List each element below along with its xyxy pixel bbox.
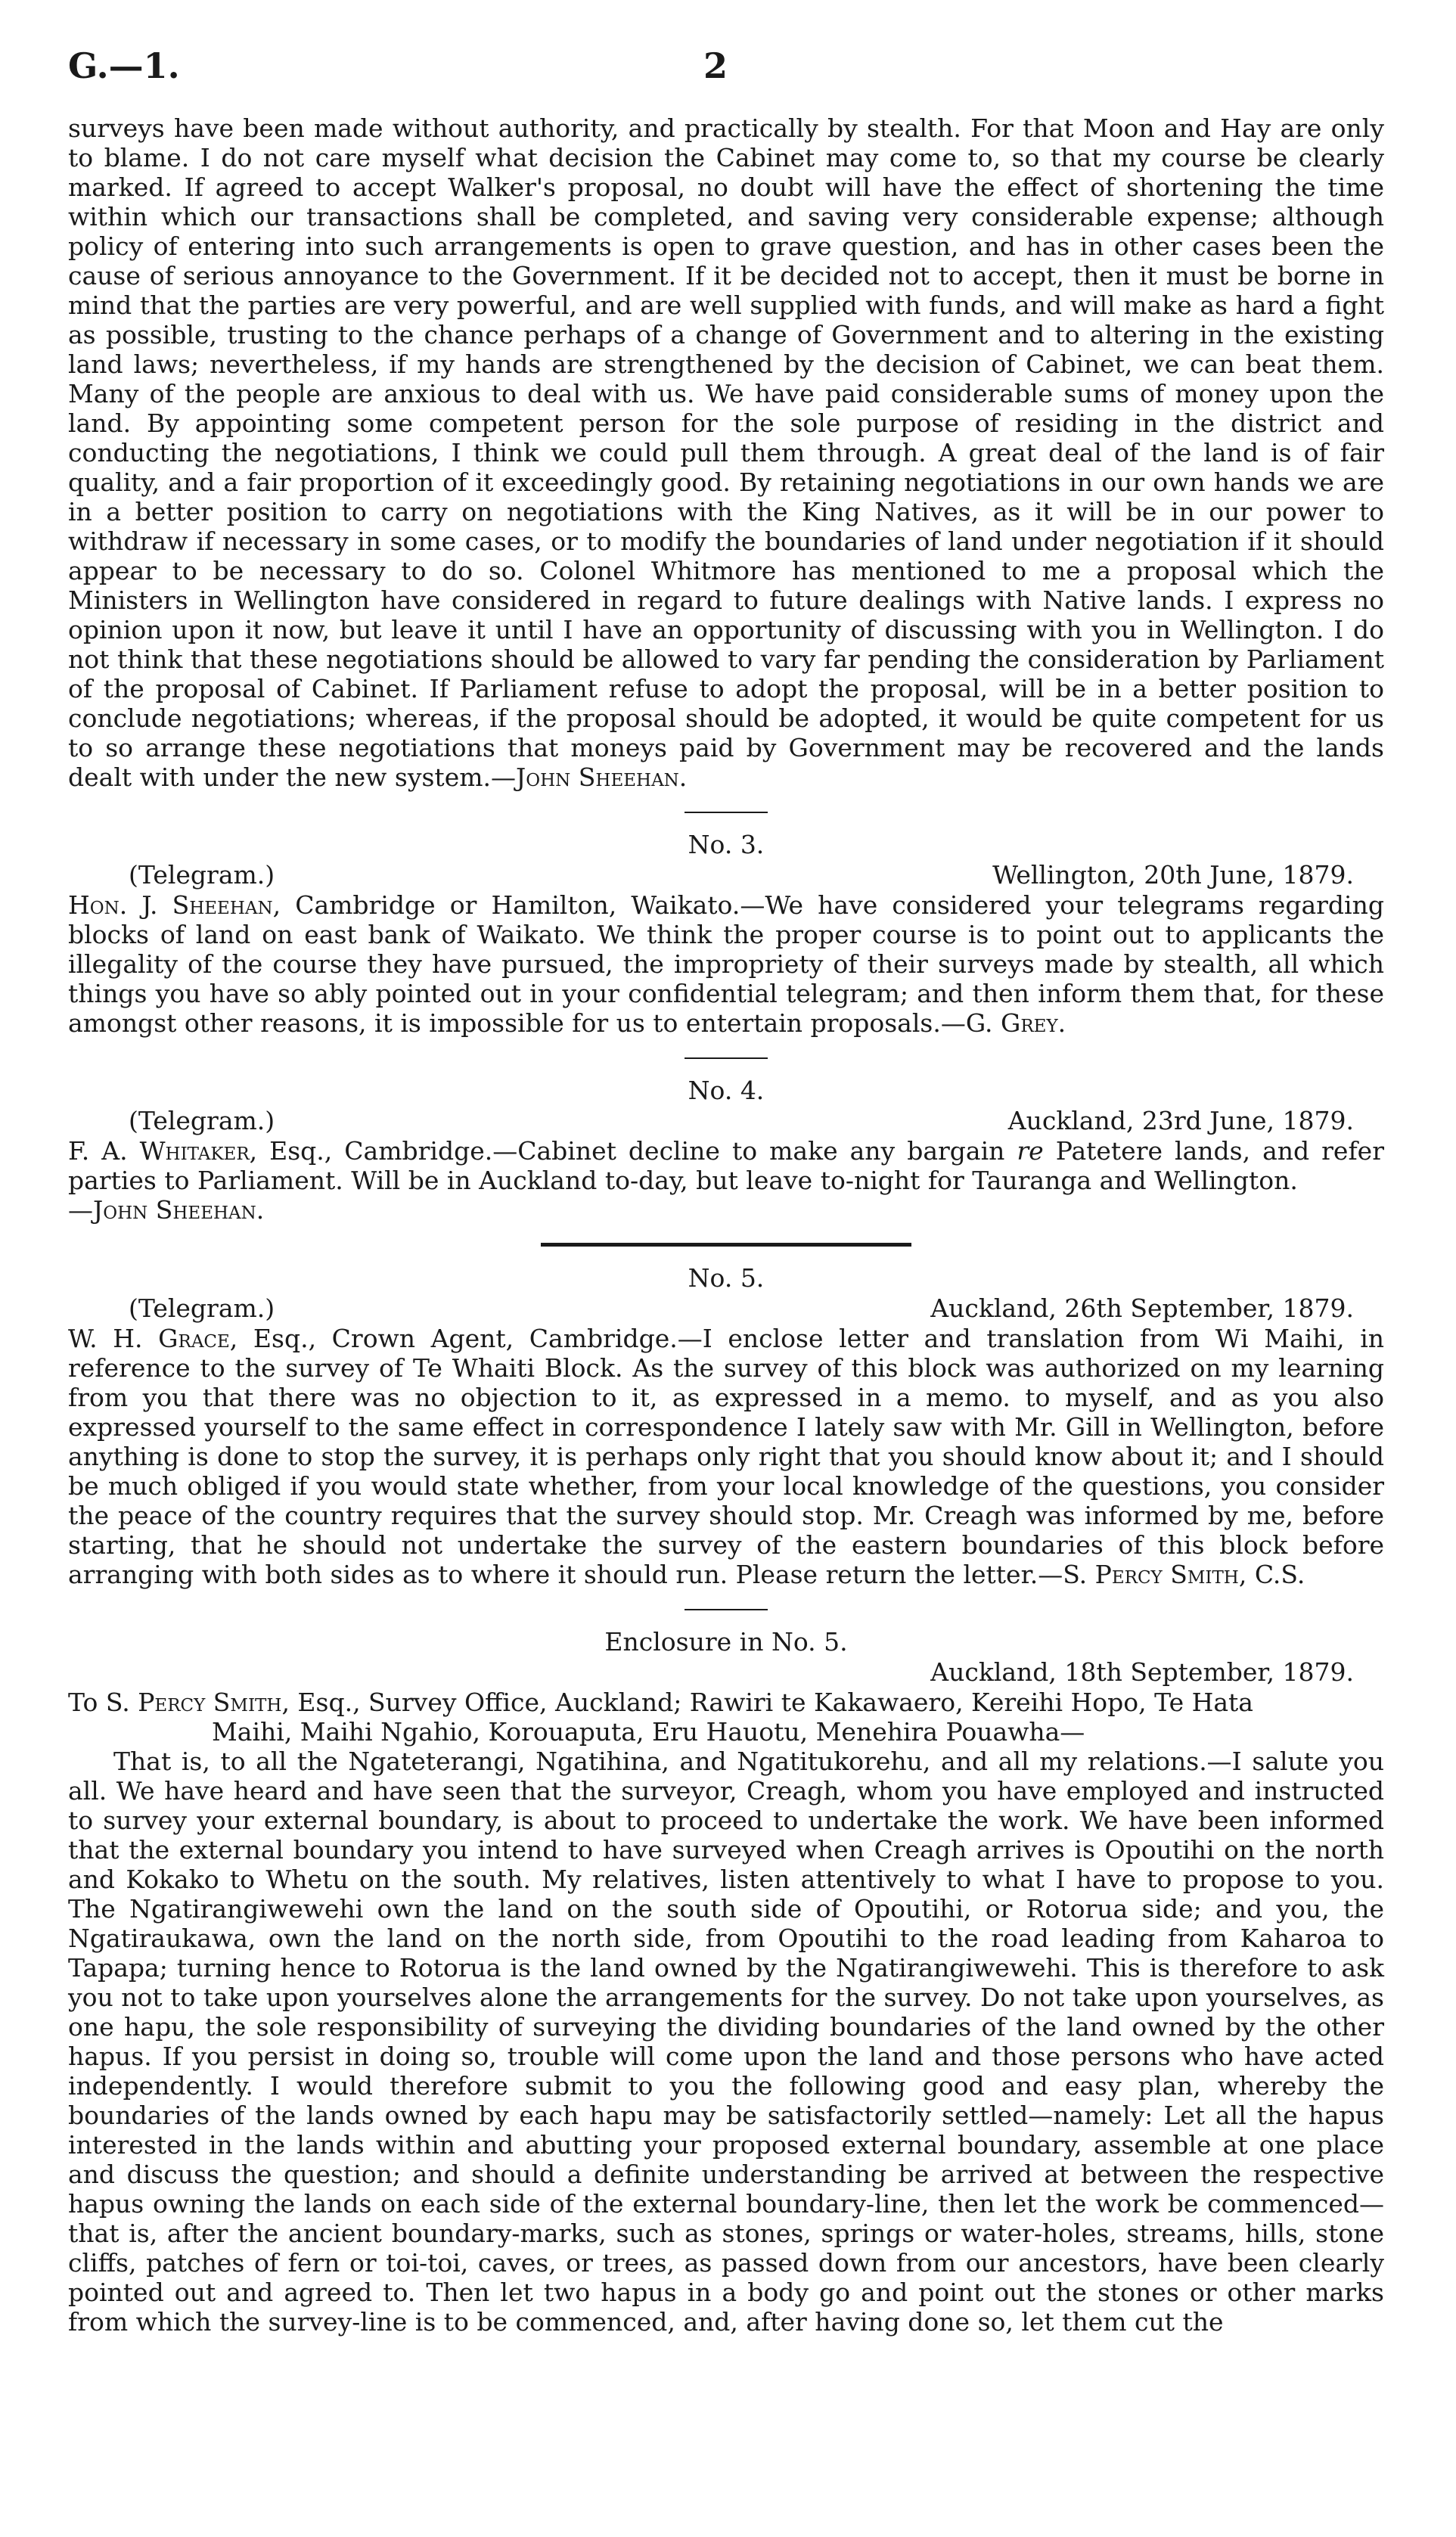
continuation-text: surveys have been made without authority, and practically by stealth. For that Moon and Hay are only to blame. I do not care myself what decision the Cabinet may come to, so that my course be clearly marked. If agreed to accept Walker's proposal, no doubt will have the effect of shortening the time within which our transactions shall be completed, and saving very considerable expense; although policy of entering into such arrangements is open to grave question, and has in other cases been the cause of serious annoyance to the Government. If it be decided not to accept, then it must be borne in mind that the parties are very powerful, and are well supplied with funds, and will make as hard a fight as possible, trusting to the chance perhaps of a change of Government and to altering in the existing land laws; nevertheless, if my hands are strengthened by the decision of Cabinet, we can beat them. Many of the people are anxious to deal with us. We have paid considerable sums of money upon the land. By appointing some competent person for the sole purpose of residing in the district and conducting the negotiations, I think we could pull them through. A great deal of the land is of fair quality, and a fair proportion of it exceedingly good. By retaining negotiations in our own hands we are in a better position to carry on negotiations with the King Natives, as it will be in our power to withdraw if necessary in some cases, or to modify the boundaries of land under negotiation if it should appear to be necessary to do so. Colonel Whitmore has mentioned to me a proposal which the Ministers in Wellington have considered in regard to future dealings with Native lands. I express no opinion upon it now, but leave it until I have an opportunity of discussing with you in Wellington. I do not think that these negotiations should be allowed to vary far pending the consideration by Parliament of the proposal of Cabinet. If Parliament refuse to adopt the proposal, will be in a better position to conclude negotiations; whereas, if the proposal should be adopted, it would be quite competent for us to so arrange these negotiations that moneys paid by Government may be recovered and the lands dealt with under the new system.— xyxy=(68,113,1384,792)
no5-body: Esq., Crown Agent, Cambridge.—I enclose letter and translation from Wi Maihi, in reference to the survey of Te Whaiti Block. As the survey of this block was authorized on my learning from you that there was no objection to it, as expressed in a memo. to myself, and as you also expressed yourself to the same effect in correspondence I lately saw with Mr. Gill in Wellington, before anything is done to stop the survey, it is perhaps only right that you should know about it; and I should be much obliged if you would state whether, from your local knowledge of the questions, you consider the peace of the country requires that the survey should stop. Mr. Creagh was informed by me, before starting, that he should not undertake the survey of the eastern boundaries of this block before arranging with both sides as to where it should run. Please return the letter.— xyxy=(68,1324,1385,1589)
no3-place-date: Wellington, 20th June, 1879. xyxy=(992,860,1354,890)
no4-signature-line xyxy=(68,1195,1384,1225)
enclosure-to-name: S. Percy Smith, xyxy=(105,1688,290,1717)
enclosure-to-rest: Esq., Survey Office, Auckland; Rawiri te Kakawaero, Kereihi Hopo, Te Hata xyxy=(289,1688,1253,1717)
no5-addressee: W. H. Grace, xyxy=(68,1324,238,1353)
no4-place-date: Auckland, 23rd June, 1879. xyxy=(1007,1106,1354,1135)
no4-type: (Telegram.) xyxy=(129,1106,275,1135)
no5-telegram-line xyxy=(68,1293,1384,1324)
no5-place-date: Auckland, 26th September, 1879. xyxy=(930,1293,1354,1323)
continuation-signature: John Sheehan. xyxy=(516,762,688,792)
section-divider xyxy=(685,1609,768,1610)
no3-type: (Telegram.) xyxy=(129,860,275,890)
no3-body: Cambridge or Hamilton, Waikato.—We have considered your telegrams regarding blocks of land on east bank of Waikato. We think the proper course is to point out to applicants the illegality of the course they have pursued, the impropriety of their surveys made by stealth, all which things you have so ably pointed out in your confidential telegram; and then inform them that, for these amongst other reasons, it is impossible for us to entertain proposals.— xyxy=(68,890,1384,1038)
no3-heading: No. 3. xyxy=(688,830,765,859)
no4-signature: —John Sheehan. xyxy=(68,1195,265,1225)
no4-addressee: F. A. Whitaker, xyxy=(68,1136,258,1166)
document-page xyxy=(68,45,1384,2337)
enclosure-body: That is, to all the Ngateterangi, Ngatihina, and Ngatitukorehu, and all my relations.—I salute you all. We have heard and have seen that the surveyor, Creagh, whom you have employed and instructed to survey your external boundary, is about to proceed to undertake the work. We have been informed that the external boundary you intend to have surveyed when Creagh arrives is Opoutihi on the north and Kokako to Whetu on the south. My relatives, listen attentively to what I have to propose to you. The Ngatirangiwewehi own the land on the south side of Opoutihi, or Rotorua side; and you, the Ngatiraukawa, own the land on the north side, from Opoutihi to the road leading from Kaharoa to Tapapa; turning hence to Rotorua is the land owned by the Ngatirangiwewehi. This is therefore to ask you not to take upon yourselves alone the arrangements for the survey. Do not take upon yourselves, as one hapu, the sole responsibility of surveying the dividing boundaries of the land owned by the other hapus. If you persist in doing so, trouble will come upon the land and those persons who have acted independently. I would therefore submit to you the following good and easy plan, whereby the boundaries of the lands owned by each hapu may be satisfactorily settled—namely: Let all the hapus interested in the lands within and abutting your proposed external boundary, assemble at one place and discuss the question; and should a definite understanding be arrived at between the respective hapus owning the lands on each side of the external boundary-line, then let the work be commenced—that is, after the ancient boundary-marks, such as stones, springs or water-holes, streams, hills, stone cliffs, patches of fern or toi-toi, caves, or trees, as passed down from our ancestors, have been clearly pointed out and agreed to. Then let two hapus in a body go and point out the stones or other marks from which the survey-line is to be commenced, and, after having done so, let them cut the xyxy=(68,1747,1384,2337)
no4-telegram-line xyxy=(68,1106,1384,1136)
no3-body-paragraph xyxy=(68,890,1384,1038)
no4-body-paragraph xyxy=(68,1136,1384,1195)
no3-signature: G. Grey. xyxy=(965,1008,1066,1038)
document-id: G.—1. xyxy=(68,45,180,86)
no4-heading: No. 4. xyxy=(688,1076,765,1105)
enclosure-address-continued: Maihi, Maihi Ngahio, Korouaputa, Eru Hauotu, Menehira Pouawha— xyxy=(212,1717,1085,1747)
no3-addressee: Hon. J. Sheehan, xyxy=(68,890,281,920)
no4-body-part1: Esq., Cambridge.—Cabinet decline to make any bargain xyxy=(257,1136,1017,1166)
no5-signature: S. Percy Smith, C.S. xyxy=(1063,1560,1305,1589)
major-divider xyxy=(541,1243,911,1247)
section-divider xyxy=(685,1057,768,1059)
no5-body-paragraph xyxy=(68,1324,1384,1589)
no4-re: re xyxy=(1017,1136,1044,1166)
no5-type: (Telegram.) xyxy=(129,1293,275,1323)
no3-telegram-line xyxy=(68,860,1384,890)
no4-body-part2: Patetere lands, and refer parties to Parliament. Will be in Auckland to-day, but leave to-night for Tauranga and Wellington. xyxy=(68,1136,1384,1195)
no5-heading: No. 5. xyxy=(688,1263,765,1293)
page-number: 2 xyxy=(703,45,728,86)
page-header xyxy=(68,45,1384,113)
enclosure-place-date: Auckland, 18th September, 1879. xyxy=(930,1657,1354,1687)
enclosure-to-prefix: To xyxy=(68,1688,106,1717)
enclosure-address xyxy=(68,1688,1384,1717)
enclosure-heading: Enclosure in No. 5. xyxy=(604,1627,848,1657)
continuation-paragraph xyxy=(68,113,1384,792)
section-divider xyxy=(685,812,768,813)
